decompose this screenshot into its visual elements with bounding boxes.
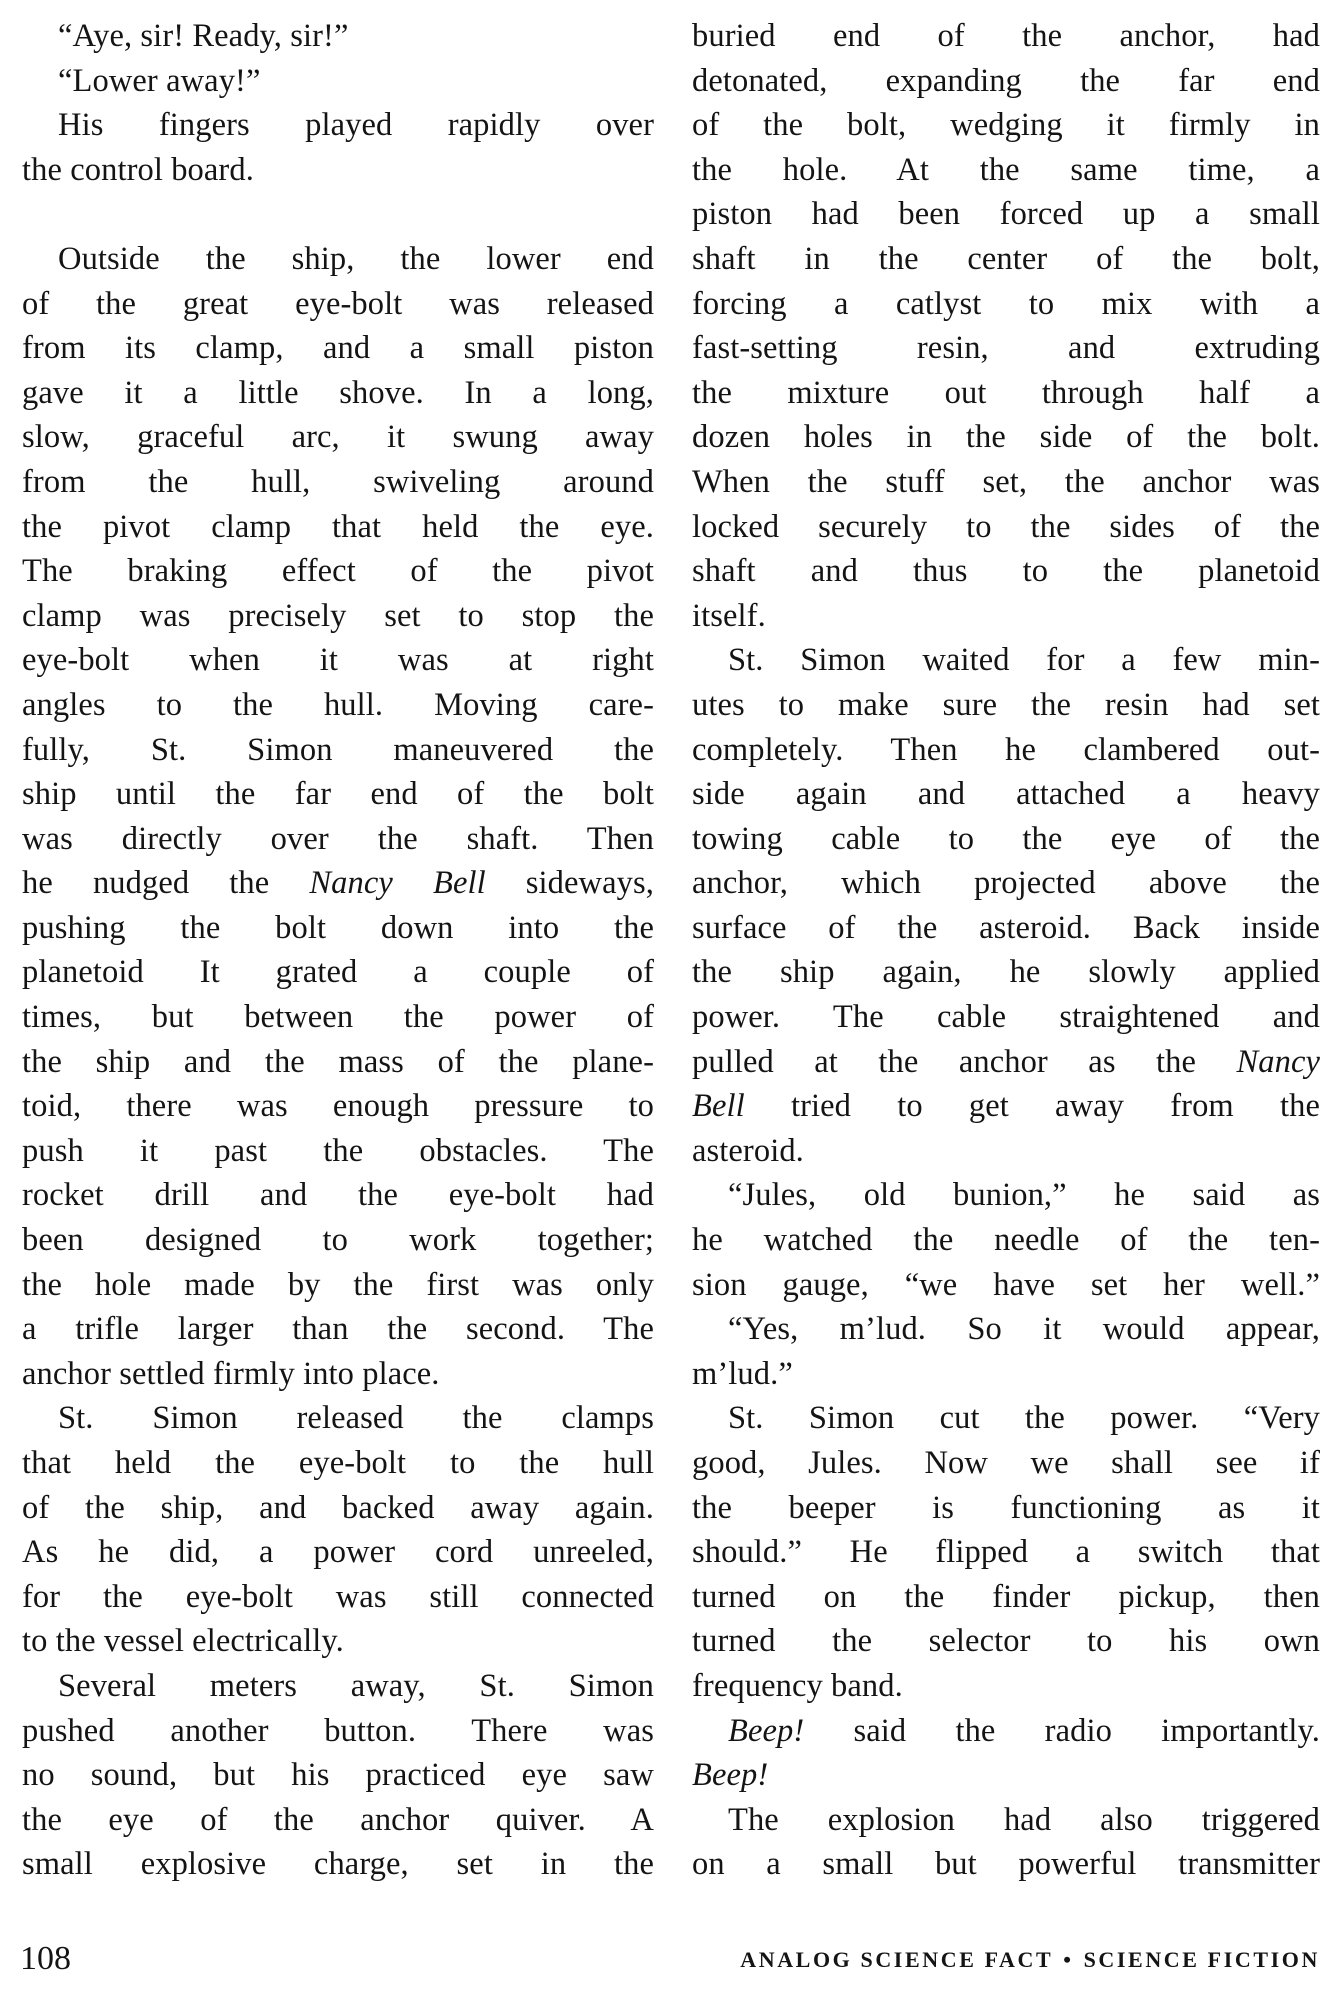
text-segment: small explosive charge, set in the — [22, 1846, 654, 1883]
text-segment: was directly over the shaft. Then — [22, 820, 654, 857]
text-line — [22, 1173, 654, 1218]
text-segment: surface of the asteroid. Back inside — [692, 909, 1320, 946]
text-line — [692, 1173, 1320, 1218]
text-line — [692, 1575, 1320, 1620]
text-line — [692, 371, 1320, 416]
text-line — [692, 1352, 1320, 1397]
text-segment: pushed another button. There was — [22, 1712, 654, 1749]
text-line — [692, 995, 1320, 1040]
running-head-left: ANALOG SCIENCE FACT — [740, 1947, 1054, 1972]
text-line — [22, 1263, 654, 1308]
text-segment: towing cable to the eye of the — [692, 820, 1320, 857]
text-line — [22, 326, 654, 371]
text-segment: “Lower away!” — [58, 62, 261, 99]
text-line — [692, 1709, 1320, 1754]
text-segment: sideways, — [485, 865, 654, 902]
right-text-column — [692, 14, 1320, 1887]
text-line — [22, 1307, 654, 1352]
text-line — [22, 505, 654, 550]
text-segment: As he did, a power cord unreeled, — [22, 1534, 654, 1571]
text-line — [22, 1129, 654, 1174]
text-line — [692, 1530, 1320, 1575]
text-line — [22, 683, 654, 728]
text-line — [692, 1664, 1320, 1709]
text-segment: St. Simon waited for a few min- — [728, 642, 1320, 679]
text-line — [22, 1575, 654, 1620]
text-line — [22, 1396, 654, 1441]
text-line — [22, 1842, 654, 1887]
text-segment: piston had been forced up a small — [692, 196, 1320, 233]
text-segment: itself. — [692, 597, 766, 634]
text-segment: the hole. At the same time, a — [692, 151, 1320, 188]
text-segment: of the ship, and backed away again. — [22, 1489, 654, 1526]
text-segment: Several meters away, St. Simon — [58, 1667, 654, 1704]
text-line — [692, 14, 1320, 59]
text-line — [22, 1084, 654, 1129]
text-line — [692, 772, 1320, 817]
text-line — [692, 59, 1320, 104]
text-segment: detonated, expanding the far end — [692, 62, 1320, 99]
text-line — [22, 638, 654, 683]
text-segment: Outside the ship, the lower end — [58, 240, 654, 277]
text-segment: anchor, which projected above the — [692, 865, 1320, 902]
text-segment: The explosion had also triggered — [728, 1801, 1320, 1838]
text-segment: times, but between the power of — [22, 999, 654, 1036]
text-segment: tried to get away from the — [744, 1088, 1320, 1125]
page-footer — [20, 1937, 1320, 1981]
text-line — [692, 415, 1320, 460]
text-segment: been designed to work together; — [22, 1222, 654, 1259]
text-segment: turned the selector to his own — [692, 1623, 1320, 1660]
text-segment: fast-setting resin, and extruding — [692, 330, 1320, 367]
text-segment: planetoid It grated a couple of — [22, 954, 654, 991]
text-segment: m’lud.” — [692, 1355, 793, 1392]
text-line — [22, 1486, 654, 1531]
italic-text: Beep! — [728, 1712, 805, 1749]
text-line — [22, 1040, 654, 1085]
text-segment: fully, St. Simon maneuvered the — [22, 731, 654, 768]
text-segment: When the stuff set, the anchor was — [692, 463, 1320, 500]
blank-line — [22, 192, 654, 237]
text-segment: for the eye-bolt was still connected — [22, 1578, 654, 1615]
text-line — [692, 103, 1320, 148]
text-segment: slow, graceful arc, it swung away — [22, 419, 654, 456]
text-line — [22, 549, 654, 594]
text-segment: completely. Then he clambered out- — [692, 731, 1320, 768]
text-segment: utes to make sure the resin had set — [692, 686, 1320, 723]
text-segment: that held the eye-bolt to the hull — [22, 1445, 654, 1481]
text-line — [692, 683, 1320, 728]
text-segment: angles to the hull. Moving care- — [22, 686, 654, 723]
text-line — [22, 371, 654, 416]
text-line — [22, 103, 654, 148]
text-segment: turned on the finder pickup, then — [692, 1578, 1320, 1615]
text-line — [692, 638, 1320, 683]
text-segment: the pivot clamp that held the eye. — [22, 508, 654, 545]
text-segment: “Aye, sir! Ready, sir!” — [58, 18, 349, 54]
text-line — [692, 192, 1320, 237]
text-line — [22, 1441, 654, 1486]
text-line — [692, 282, 1320, 327]
text-segment: from the hull, swiveling around — [22, 463, 654, 500]
text-line — [22, 1619, 654, 1664]
text-line — [22, 1664, 654, 1709]
text-segment: eye-bolt when it was at right — [22, 642, 654, 679]
text-line — [692, 1441, 1320, 1486]
text-segment: of the great eye-bolt was released — [22, 285, 654, 322]
text-line — [692, 1307, 1320, 1352]
text-line — [22, 772, 654, 817]
text-line — [692, 1218, 1320, 1263]
bullet-separator-icon: • — [1063, 1947, 1074, 1972]
text-line — [22, 995, 654, 1040]
text-segment: frequency band. — [692, 1667, 903, 1704]
text-line — [692, 1263, 1320, 1308]
text-segment: the eye of the anchor quiver. A — [22, 1801, 654, 1838]
text-line — [692, 861, 1320, 906]
text-line — [692, 1084, 1320, 1129]
text-segment: dozen holes in the side of the bolt. — [692, 419, 1320, 456]
text-segment: on a small but powerful transmitter — [692, 1846, 1320, 1883]
text-line — [22, 950, 654, 995]
text-segment: the ship and the mass of the plane- — [22, 1043, 654, 1080]
text-segment: to the vessel electrically. — [22, 1623, 344, 1660]
text-segment: a trifle larger than the second. The — [22, 1311, 654, 1348]
text-line — [692, 1129, 1320, 1174]
text-segment: ship until the far end of the bolt — [22, 776, 654, 813]
running-head-right: SCIENCE FICTION — [1083, 1947, 1320, 1972]
text-segment: forcing a catlyst to mix with a — [692, 285, 1320, 322]
text-segment: shaft and thus to the planetoid — [692, 553, 1320, 590]
text-segment: power. The cable straightened and — [692, 999, 1320, 1036]
text-line — [22, 14, 654, 59]
text-line — [692, 1040, 1320, 1085]
text-segment: he watched the needle of the ten- — [692, 1222, 1320, 1259]
text-line — [22, 817, 654, 862]
text-segment: the mixture out through half a — [692, 374, 1320, 411]
text-segment: the hole made by the first was only — [22, 1266, 654, 1303]
text-line — [692, 817, 1320, 862]
text-line — [692, 148, 1320, 193]
text-segment: St. Simon cut the power. “Very — [728, 1400, 1320, 1437]
text-line — [692, 505, 1320, 550]
text-segment: “Yes, m’lud. So it would appear, — [728, 1311, 1320, 1348]
text-line — [22, 282, 654, 327]
text-line — [692, 906, 1320, 951]
text-line — [22, 1798, 654, 1843]
text-line — [22, 1709, 654, 1754]
text-segment: rocket drill and the eye-bolt had — [22, 1177, 654, 1214]
text-line — [692, 594, 1320, 639]
italic-text: Beep! — [692, 1757, 769, 1794]
text-line — [22, 594, 654, 639]
italic-text: Bell — [692, 1088, 745, 1125]
text-segment: “Jules, old bunion,” he said as — [728, 1177, 1320, 1214]
text-line — [692, 237, 1320, 282]
text-line — [692, 1396, 1320, 1441]
text-line — [692, 1798, 1320, 1843]
text-segment: from its clamp, and a small piston — [22, 330, 654, 367]
text-line — [22, 906, 654, 951]
text-line — [692, 728, 1320, 773]
text-segment: sion gauge, “we have set her well.” — [692, 1266, 1320, 1303]
text-segment: gave it a little shove. In a long, — [22, 374, 654, 411]
text-segment: pushing the bolt down into the — [22, 909, 654, 946]
running-head — [740, 1941, 1320, 1979]
text-line — [22, 1352, 654, 1397]
left-text-column — [22, 14, 654, 1887]
text-segment: push it past the obstacles. The — [22, 1132, 654, 1169]
text-segment: the beeper is functioning as it — [692, 1489, 1320, 1526]
text-segment: should.” He flipped a switch that — [692, 1534, 1320, 1571]
text-line — [692, 1842, 1320, 1887]
text-segment: toid, there was enough pressure to — [22, 1088, 654, 1125]
text-segment: no sound, but his practiced eye saw — [22, 1757, 654, 1794]
text-segment: said the radio importantly. — [804, 1712, 1320, 1749]
text-segment: side again and attached a heavy — [692, 776, 1320, 813]
text-line — [22, 1530, 654, 1575]
text-segment: shaft in the center of the bolt, — [692, 240, 1320, 277]
text-line — [22, 237, 654, 282]
text-segment: anchor settled firmly into place. — [22, 1355, 440, 1392]
italic-text: Nancy Bell — [309, 865, 486, 902]
text-line — [692, 1753, 1320, 1798]
text-segment: the control board. — [22, 151, 254, 188]
text-line — [22, 1218, 654, 1263]
text-segment: His fingers played rapidly over — [58, 107, 654, 144]
text-line — [692, 950, 1320, 995]
text-line — [692, 549, 1320, 594]
italic-text: Nancy — [1236, 1043, 1320, 1080]
page-number: 108 — [20, 1940, 71, 1977]
text-line — [22, 861, 654, 906]
text-segment: asteroid. — [692, 1132, 804, 1169]
text-segment: pulled at the anchor as the — [692, 1043, 1237, 1080]
text-line — [692, 1619, 1320, 1664]
text-line — [22, 728, 654, 773]
text-segment: clamp was precisely set to stop the — [22, 597, 654, 634]
text-segment: locked securely to the sides of the — [692, 508, 1320, 545]
text-line — [22, 460, 654, 505]
text-line — [692, 1486, 1320, 1531]
text-line — [22, 148, 654, 193]
text-segment: the ship again, he slowly applied — [692, 954, 1320, 991]
text-segment: St. Simon released the clamps — [58, 1400, 654, 1437]
text-line — [692, 326, 1320, 371]
text-line — [22, 59, 654, 104]
text-segment: good, Jules. Now we shall see if — [692, 1445, 1320, 1481]
text-segment: buried end of the anchor, had — [692, 18, 1320, 54]
text-line — [22, 1753, 654, 1798]
text-segment: he nudged the — [22, 865, 310, 902]
text-line — [22, 415, 654, 460]
text-segment: of the bolt, wedging it firmly in — [692, 107, 1320, 144]
text-line — [692, 460, 1320, 505]
text-segment: The braking effect of the pivot — [22, 553, 654, 590]
